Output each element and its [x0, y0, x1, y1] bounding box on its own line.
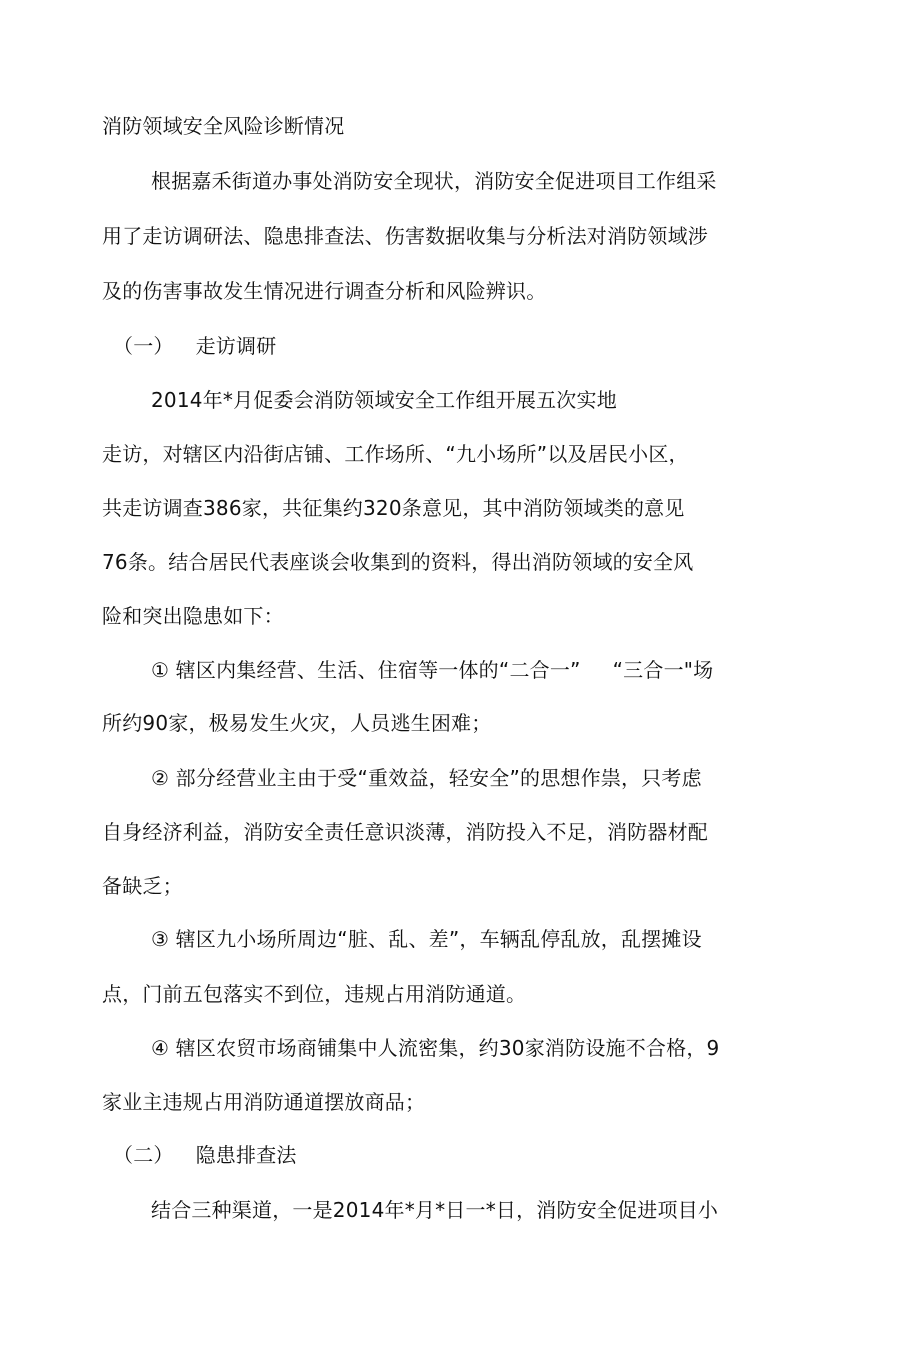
section-1-title: 走访调研: [195, 334, 277, 358]
intro-line-2: 用了走访调研法、隐患排查法、伤害数据收集与分析法对消防领域涉: [102, 224, 708, 248]
item-2-line-2: 自身经济利益，消防安全责任意识淡薄，消防投入不足，消防器材配: [102, 820, 708, 844]
item-2-line-1: ② 部分经营业主由于受“重效益，轻安全”的思想作祟，只考虑: [151, 766, 702, 790]
section-1-heading: [113, 332, 276, 360]
item-2-line-3: 备缺乏；: [102, 874, 183, 898]
section-2-line-1: 结合三种渠道，一是2014年*月*日一*日，消防安全促进项目小: [151, 1198, 719, 1222]
section-2-number: （二）: [113, 1143, 174, 1167]
section-1-line-5: 险和突出隐患如下：: [102, 604, 284, 628]
item-1-line-1: [151, 656, 713, 684]
section-2-title: 隐患排查法: [195, 1143, 297, 1167]
item-1-part-b: “三合一"场: [612, 658, 714, 682]
section-2-heading: [113, 1141, 297, 1169]
document-title: 消防领域安全风险诊断情况: [102, 114, 345, 138]
item-4-line-2: 家业主违规占用消防通道摆放商品；: [102, 1090, 426, 1114]
section-1-number: （一）: [113, 334, 174, 358]
intro-line-1: 根据嘉禾街道办事处消防安全现状，消防安全促进项目工作组采: [151, 169, 717, 193]
item-3-line-2: 点，门前五包落实不到位，违规占用消防通道。: [102, 982, 527, 1006]
item-3-line-1: ③ 辖区九小场所周边“脏、乱、差”，车辆乱停乱放，乱摆摊设: [151, 927, 702, 951]
item-4-line-1: ④ 辖区农贸市场商铺集中人流密集，约30家消防设施不合格，9: [151, 1036, 720, 1060]
section-1-line-4: 76条。结合居民代表座谈会收集到的资料，得出消防领域的安全风: [102, 550, 694, 574]
item-1-part-a: ① 辖区内集经营、生活、住宿等一体的“二合一”: [151, 658, 581, 682]
section-1-line-3: 共走访调查386家，共征集约320条意见，其中消防领域类的意见: [102, 496, 685, 520]
intro-line-3: 及的伤害事故发生情况进行调查分析和风险辨识。: [102, 279, 547, 303]
section-1-line-2: 走访，对辖区内沿街店铺、工作场所、“九小场所”以及居民小区，: [102, 442, 689, 466]
section-1-line-1: 2014年*月促委会消防领域安全工作组开展五次实地: [151, 388, 617, 412]
item-1-line-2: 所约90家，极易发生火灾，人员逃生困难；: [102, 711, 492, 735]
